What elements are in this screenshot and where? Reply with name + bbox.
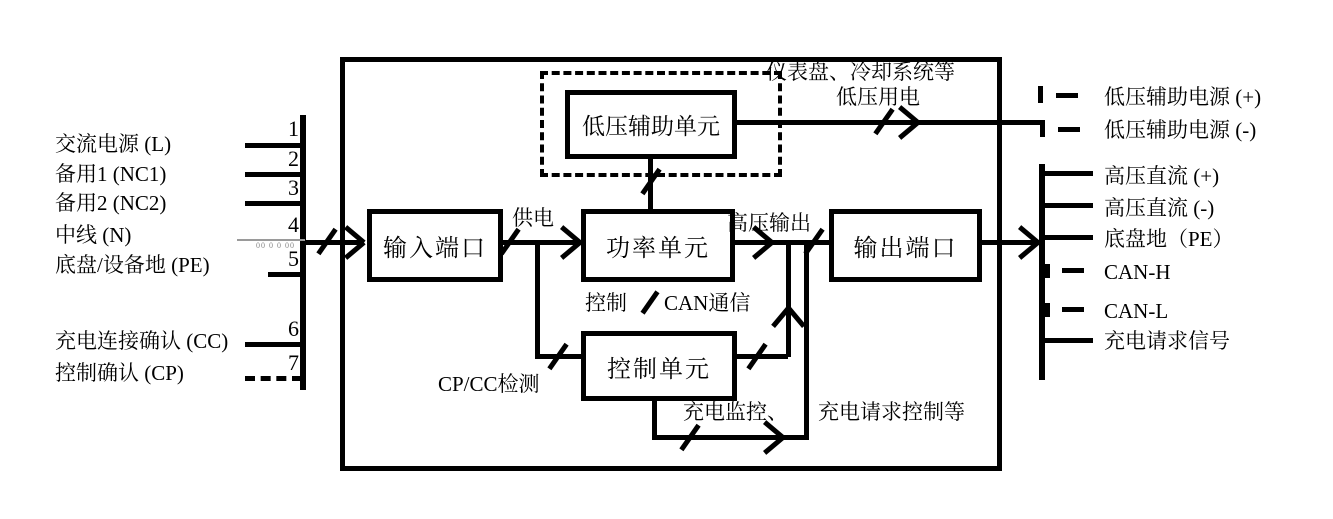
terminal-request-wire [1045, 338, 1093, 343]
supply-label: 供电 [512, 206, 554, 230]
pin5-wire [268, 272, 302, 277]
pin2-number: 2 [288, 146, 299, 171]
lv-use-label-line1: 仪表盘、冷却系统等 [766, 60, 955, 84]
pin3-number: 3 [288, 175, 299, 200]
monitor-label-left: 充电监控、 [683, 400, 788, 424]
output-port-block: 输出端口 [829, 209, 982, 282]
terminal-canl-label: CAN-L [1104, 299, 1169, 323]
lv-aux-unit-block: 低压辅助单元 [565, 90, 737, 159]
terminal-hvdc-plus-label: 高压直流 (+) [1104, 164, 1220, 188]
pin4-number: 4 [288, 212, 299, 237]
monitor-wire-vertical-right [804, 240, 809, 440]
pin2-label: 备用1 (NC1) [55, 162, 167, 186]
control-label: 控制 [585, 291, 627, 315]
terminal-canl-dash [1062, 307, 1084, 312]
control-unit-block: 控制单元 [581, 331, 737, 401]
terminal-pe-wire [1045, 235, 1093, 240]
terminal-hvdc-minus-label: 高压直流 (-) [1104, 196, 1215, 220]
terminal-lv-plus-dash [1056, 93, 1078, 98]
pin6-number: 6 [288, 316, 299, 341]
terminal-hvdc-plus-wire [1045, 171, 1093, 176]
pin6-wire [245, 342, 302, 347]
pin4-label: 中线 (N) [55, 223, 132, 247]
pin1-number: 1 [288, 116, 299, 141]
supply-branch-wire-vertical [535, 240, 540, 357]
terminal-canh-label: CAN-H [1104, 260, 1171, 284]
terminal-canl-tick [1045, 303, 1050, 317]
pin4-watermark-text: 00 0 0 00 [256, 241, 295, 250]
pin7-number: 7 [288, 350, 299, 375]
left-bus-line [300, 115, 306, 390]
terminal-pe-label: 底盘地（PE） [1104, 227, 1234, 251]
pin1-label: 交流电源 (L) [55, 132, 172, 156]
can-label: CAN通信 [664, 291, 751, 315]
terminal-lv-plus-tick [1038, 86, 1043, 103]
pin5-number: 5 [288, 246, 299, 271]
terminal-request-label: 充电请求信号 [1104, 329, 1230, 353]
pin5-label: 底盘/设备地 (PE) [55, 253, 210, 277]
cpcc-detect-label: CP/CC检测 [438, 372, 540, 396]
terminal-lv-minus-tick [1040, 120, 1045, 137]
pin3-wire [245, 201, 302, 206]
terminal-lv-plus-label: 低压辅助电源 (+) [1104, 85, 1262, 109]
terminal-canh-tick [1045, 264, 1050, 278]
hv-output-label: 高压输出 [727, 211, 811, 235]
pin6-label: 充电连接确认 (CC) [55, 329, 229, 353]
terminal-lv-minus-label: 低压辅助电源 (-) [1104, 118, 1257, 142]
terminal-canh-dash [1062, 268, 1084, 273]
monitor-label-right: 充电请求控制等 [818, 400, 965, 424]
pin3-label: 备用2 (NC2) [55, 191, 167, 215]
power-unit-block: 功率单元 [581, 209, 735, 282]
lv-use-label-line2: 低压用电 [836, 85, 920, 109]
pin7-dashed-wire [245, 376, 302, 381]
pin7-label: 控制确认 (CP) [55, 361, 184, 385]
terminal-hvdc-minus-wire [1045, 203, 1093, 208]
input-port-block: 输入端口 [367, 209, 503, 282]
can-wire-vertical [786, 240, 791, 357]
terminal-lv-minus-dash [1058, 127, 1080, 132]
